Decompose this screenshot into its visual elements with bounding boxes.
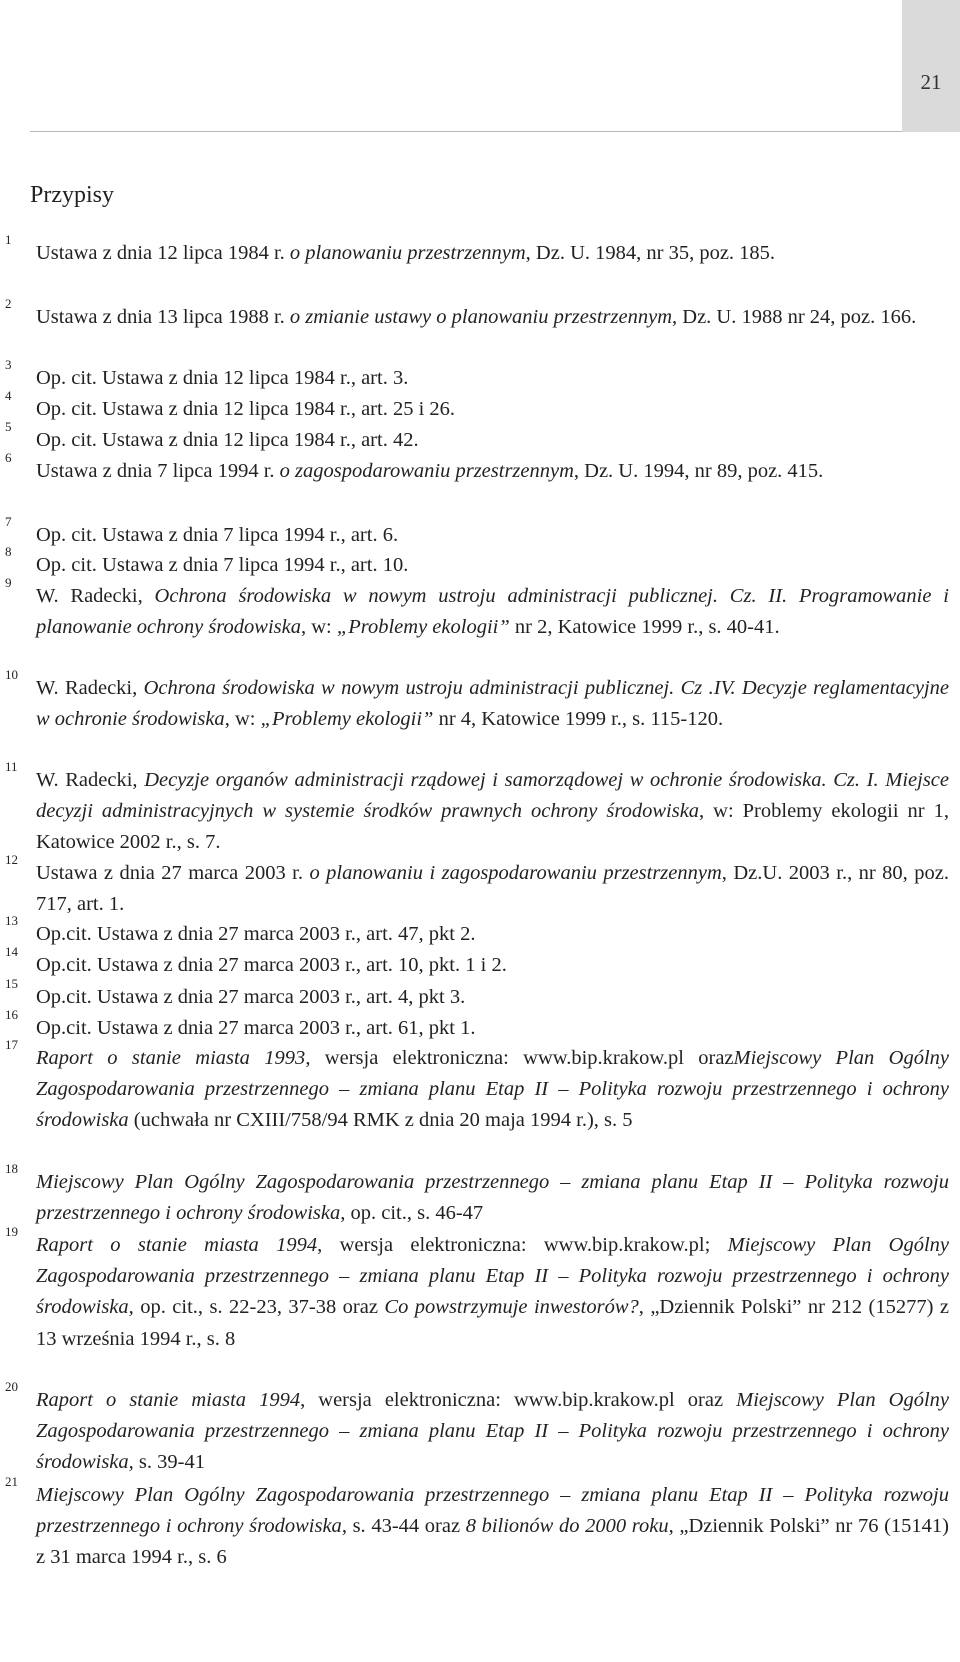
footnote-9 — [5, 575, 949, 643]
footnote-segment: Op. cit. Ustawa z dnia 12 lipca 1984 r., art. 25 i 26. — [36, 398, 456, 420]
footnote-segment: , wersja elektroniczna: www.bip.krakow.pl oraz — [300, 1389, 737, 1411]
footnote-text — [36, 769, 949, 853]
footnote-segment: nr 2, Katowice 1999 r., s. 40-41. — [509, 616, 780, 639]
footnote-number: 19 — [5, 1224, 18, 1239]
footnote-12 — [5, 852, 949, 920]
footnote-italic-segment: Raport o stanie miasta 1994 — [36, 1234, 318, 1256]
footnote-italic-segment: Ochrona środowiska w nowym ustroju administracji publicznej. Cz. II. Programowanie i planowanie ochrony środowiska — [36, 585, 949, 639]
footnote-text — [36, 923, 476, 945]
footnote-italic-segment: Miejscowy Plan Ogólny Zagospodarowania przestrzennego – zmiana planu Etap II – Polityka rozwoju przestrzennego i ochrony środowiska — [36, 1047, 949, 1132]
footnote-number: 11 — [5, 759, 18, 774]
footnote-text — [36, 1171, 949, 1224]
footnote-italic-segment: Miejscowy Plan Ogólny Zagospodarowania przestrzennego – zmiana planu Etap II – Polityka rozwoju przestrzennego i ochrony środowiska — [36, 1171, 949, 1225]
footnote-segment: (uchwała nr CXIII/758/94 RMK z dnia 20 maja 1994 r.), s. 5 — [128, 1109, 633, 1132]
footnote-7 — [5, 514, 949, 551]
footnote-segment: , wersja elektroniczna: www.bip.krakow.pl oraz — [305, 1047, 734, 1069]
footnote-text — [36, 954, 507, 976]
footnote-segment: , w: Problemy ekologii nr 1, Katowice 2002 r., s. 7. — [36, 800, 949, 854]
footnote-text — [36, 677, 949, 730]
footnote-10 — [5, 667, 950, 735]
footnote-number: 10 — [5, 667, 18, 682]
footnote-text — [36, 1047, 949, 1131]
footnote-number: 3 — [5, 357, 12, 372]
footnote-15 — [5, 976, 949, 1013]
page-number: 21 — [920, 70, 942, 94]
footnote-text — [36, 986, 465, 1008]
footnote-number: 14 — [5, 944, 18, 959]
footnote-segment: , „Dziennik Polski” nr 212 (15277) z 13 września 1994 r., s. 8 — [36, 1296, 949, 1350]
footnote-number: 21 — [5, 1474, 18, 1489]
footnote-italic-segment: Miejscowy Plan Ogólny Zagospodarowania przestrzennego – zmiana planu Etap II – Polityka rozwoju przestrzennego i ochrony środowiska, — [36, 1234, 949, 1319]
footnote-segment: nr 4, Katowice 1999 r., s. 115-120. — [433, 708, 724, 731]
footnote-segment: Op.cit. Ustawa z dnia 27 marca 2003 r., art. 47, pkt 2. — [36, 923, 476, 945]
footnote-segment: s. 39-41 — [133, 1451, 205, 1474]
footnote-2 — [5, 296, 949, 333]
footnote-text — [36, 1234, 949, 1350]
footnote-segment: Op. cit. Ustawa z dnia 12 lipca 1984 r., art. 42. — [36, 429, 419, 451]
footnote-number: 16 — [5, 1007, 18, 1022]
footnote-italic-segment: o planowaniu przestrzennym — [289, 242, 526, 264]
footnote-italic-segment: 8 bilionów do 2000 roku — [465, 1515, 669, 1538]
footnote-text — [36, 585, 949, 638]
footnote-text — [36, 1389, 949, 1473]
footnote-italic-segment: o planowaniu i zagospodarowaniu przestrzennym — [309, 862, 722, 884]
footnote-text — [36, 460, 823, 482]
footnote-number: 18 — [5, 1161, 18, 1176]
footnote-segment: , Dz. U. 1984, nr 35, poz. 185. — [525, 242, 776, 264]
footnotes-heading: Przypisy — [30, 182, 114, 208]
footnote-19 — [5, 1224, 949, 1355]
footnote-number: 15 — [5, 976, 18, 991]
footnote-segment: , „Dziennik Polski” nr 76 (15141) z 31 marca 1994 r., s. 6 — [36, 1515, 950, 1569]
footnote-5 — [5, 419, 949, 456]
footnote-text — [36, 429, 419, 451]
footnote-4 — [5, 388, 949, 425]
footnote-11 — [5, 759, 949, 859]
footnote-segment: Op.cit. Ustawa z dnia 27 marca 2003 r., art. 61, pkt 1. — [36, 1017, 476, 1039]
footnote-italic-segment: „Problemy ekologii” — [336, 616, 510, 639]
footnote-number: 5 — [5, 419, 12, 434]
footnote-segment: , s. 43-44 oraz — [341, 1515, 466, 1538]
footnote-text — [36, 554, 408, 576]
footnote-segment: W. Radecki, — [36, 677, 144, 699]
footnote-text — [36, 367, 408, 389]
footnote-16 — [5, 1007, 949, 1044]
footnote-text — [36, 524, 398, 546]
footnote-number: 12 — [5, 852, 18, 867]
footnote-italic-segment: o zmianie ustawy o planowaniu przestrzennym — [289, 306, 673, 328]
footnote-segment: Op.cit. Ustawa z dnia 27 marca 2003 r., art. 4, pkt 3. — [36, 986, 466, 1008]
footnote-segment: , Dz. U. 1988 nr 24, poz. 166. — [672, 306, 917, 328]
footnote-number: 7 — [5, 514, 12, 529]
footnote-segment: , w: — [300, 616, 337, 639]
footnote-18 — [5, 1161, 949, 1229]
footnote-13 — [5, 913, 949, 950]
footnote-segment: Ustawa z dnia 7 lipca 1994 r. — [36, 460, 280, 482]
footnote-segment: , wersja elektroniczna: www.bip.krakow.pl; — [317, 1234, 728, 1256]
footnote-text — [36, 1017, 476, 1039]
footnote-segment: Ustawa z dnia 27 marca 2003 r. — [36, 862, 310, 884]
footnote-number: 1 — [5, 232, 12, 247]
footnote-segment: Ustawa z dnia 12 lipca 1984 r. — [36, 242, 290, 264]
footnote-8 — [5, 544, 949, 581]
footnote-number: 6 — [5, 450, 12, 465]
footnote-segment: Op. cit. Ustawa z dnia 7 lipca 1994 r., art. 6. — [36, 524, 399, 546]
footnote-6 — [5, 450, 949, 487]
footnote-italic-segment: Co powstrzymuje inwestorów? — [384, 1296, 639, 1319]
footnote-text — [36, 242, 775, 264]
footnote-segment: op. cit., s. 22-23, 37-38 oraz — [133, 1296, 385, 1319]
footnote-number: 4 — [5, 388, 12, 403]
footnote-italic-segment: Ochrona środowiska w nowym ustroju administracji publicznej. Cz .IV. Decyzje reglamentacyjne w ochronie środowiska — [36, 677, 950, 731]
footnote-segment: Op.cit. Ustawa z dnia 27 marca 2003 r., art. 10, pkt. 1 i 2. — [36, 954, 507, 976]
footnote-italic-segment: o zagospodarowaniu przestrzennym — [279, 460, 574, 482]
footnote-segment: , op. cit., s. 46-47 — [340, 1202, 484, 1225]
footnote-1 — [5, 232, 949, 269]
footnote-italic-segment: Raport o stanie miasta 1993 — [36, 1047, 306, 1069]
footnote-segment: , Dz. U. 1994, nr 89, poz. 415. — [573, 460, 824, 482]
footnote-21 — [5, 1474, 950, 1574]
footnote-italic-segment: Decyzje organów administracji rządowej i samorządowej w ochronie środowiska. Cz. I. Miejsce decyzji administracyjnych w systemie środków prawnych ochrony środowiska — [36, 769, 949, 823]
footnote-number: 8 — [5, 544, 12, 559]
footnote-text — [36, 862, 949, 915]
footnote-text — [36, 306, 916, 328]
footnote-segment: W. Radecki, — [36, 585, 155, 607]
footnote-text — [36, 398, 455, 420]
footnote-20 — [5, 1379, 949, 1479]
footnote-segment: Ustawa z dnia 13 lipca 1988 r. — [36, 306, 290, 328]
footnote-italic-segment: Miejscowy Plan Ogólny Zagospodarowania przestrzennego – zmiana planu Etap II – Polityka rozwoju przestrzennego i ochrony środowiska, — [36, 1389, 949, 1474]
footnote-italic-segment: Miejscowy Plan Ogólny Zagospodarowania przestrzennego – zmiana planu Etap II – Polityka rozwoju przestrzennego i ochrony środowiska — [36, 1484, 949, 1538]
footnote-segment: Op. cit. Ustawa z dnia 12 lipca 1984 r., art. 3. — [36, 367, 409, 389]
footnote-17 — [5, 1037, 949, 1137]
footnote-text — [36, 1484, 949, 1568]
footnote-italic-segment: Raport o stanie miasta 1994 — [36, 1389, 301, 1411]
footnote-3 — [5, 357, 949, 394]
footnote-segment: Op. cit. Ustawa z dnia 7 lipca 1994 r., art. 10. — [36, 554, 409, 576]
footnote-segment: , w: — [224, 708, 261, 731]
footnote-segment: W. Radecki, — [36, 769, 145, 791]
footnote-number: 13 — [5, 913, 18, 928]
footnote-segment: , Dz.U. 2003 r., nr 80, poz. 717, art. 1. — [36, 862, 949, 916]
footnote-number: 9 — [5, 575, 12, 590]
footnote-italic-segment: „Problemy ekologii” — [260, 708, 434, 731]
footnote-number: 17 — [5, 1037, 18, 1052]
footnote-number: 2 — [5, 296, 12, 311]
footnote-number: 20 — [5, 1379, 18, 1394]
footnote-14 — [5, 944, 949, 981]
